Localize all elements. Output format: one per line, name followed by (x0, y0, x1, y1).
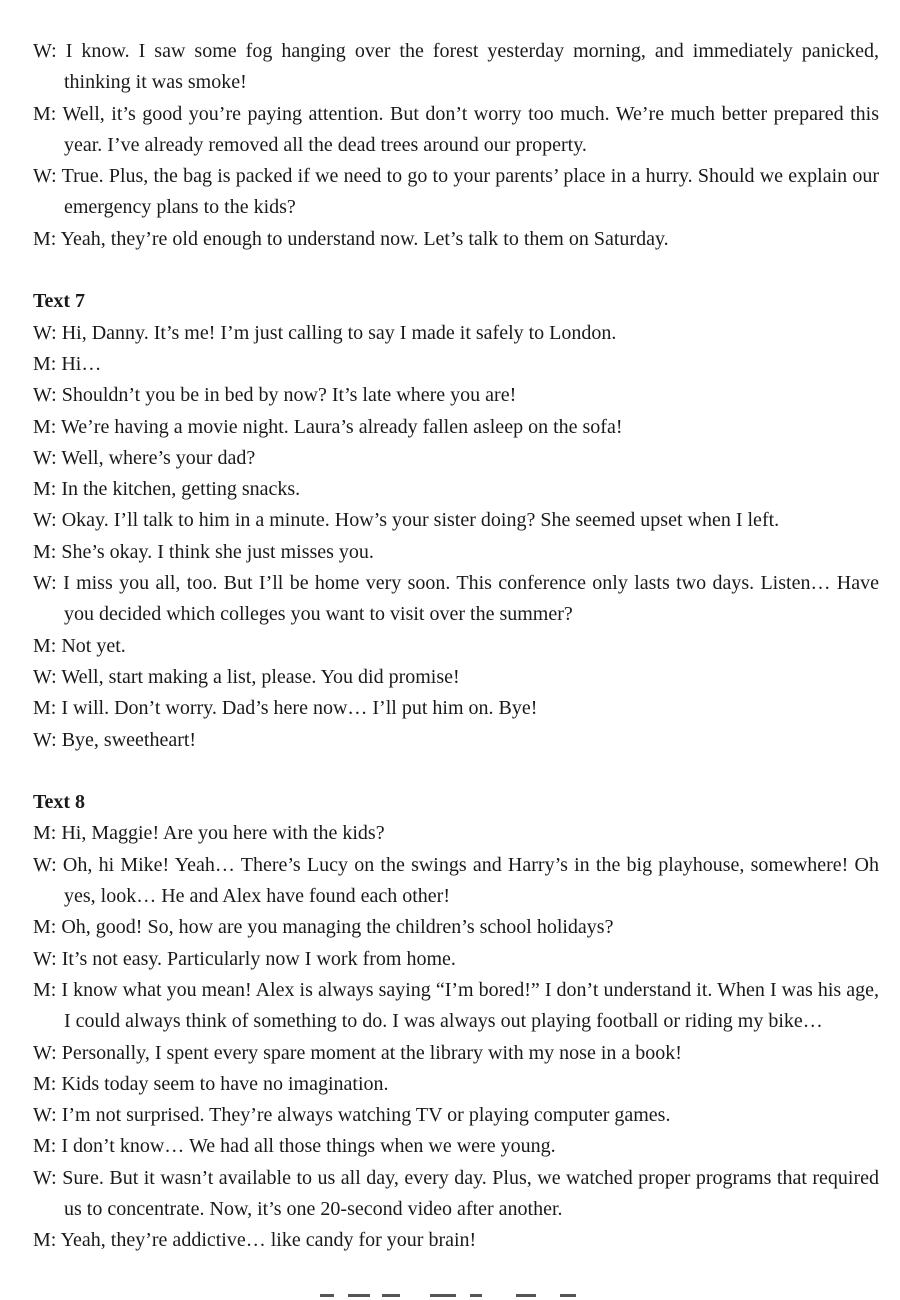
speaker-label: W: (33, 947, 57, 970)
speaker-label: M: (33, 1135, 57, 1158)
speaker-label: M: (33, 1072, 57, 1095)
dialogue-line (33, 349, 879, 380)
line-text: Yeah, they’re old enough to understand now. Let’s talk to them on Saturday. (60, 227, 669, 250)
section-gap (33, 756, 879, 787)
speaker-label: W: (33, 446, 57, 469)
dialogue-line (33, 1131, 879, 1162)
speaker-label: W: (33, 384, 57, 407)
dialogue-line (33, 412, 879, 443)
dialogue-line (33, 505, 879, 536)
line-text: Well, it’s good you’re paying attention. But don’t worry too much. We’re much better prepared this year. I’ve already removed all the dead trees around our property. (62, 102, 879, 156)
line-text: Personally, I spent every spare moment at the library with my nose in a book! (61, 1041, 682, 1064)
dialogue-line (33, 662, 879, 693)
speaker-label: W: (33, 572, 57, 595)
line-text: Hi, Maggie! Are you here with the kids? (61, 822, 385, 845)
speaker-label: M: (33, 540, 57, 563)
dialogue-line (33, 161, 879, 224)
line-text: Oh, good! So, how are you managing the children’s school holidays? (61, 916, 614, 939)
line-text: We’re having a movie night. Laura’s already fallen asleep on the sofa! (60, 415, 623, 438)
line-text: I miss you all, too. But I’ll be home very soon. This conference only lasts two days. Listen… Have you decided which colleges you want to visit over the summer? (63, 572, 880, 626)
line-text: In the kitchen, getting snacks. (61, 478, 301, 501)
speaker-label: W: (33, 40, 57, 62)
section-title: Text 8 (33, 791, 86, 814)
line-text: Kids today seem to have no imagination. (61, 1072, 389, 1095)
line-text: She’s okay. I think she just misses you. (61, 540, 374, 563)
speaker-label: W: (33, 321, 57, 344)
line-text: Okay. I’ll talk to him in a minute. How’s your sister doing? She seemed upset when I left. (61, 509, 780, 532)
text7-section (33, 286, 879, 755)
speaker-label: M: (33, 478, 57, 501)
speaker-label: M: (33, 102, 57, 125)
line-text: Shouldn’t you be in bed by now? It’s late where you are! (61, 384, 517, 407)
text8-section (33, 787, 879, 1256)
speaker-label: M: (33, 822, 57, 845)
dialogue-line (33, 1069, 879, 1100)
speaker-label: W: (33, 665, 57, 688)
line-text: I will. Don’t worry. Dad’s here now… I’ll put him on. Bye! (61, 697, 538, 720)
speaker-label: W: (33, 728, 57, 751)
intro-dialogue (33, 36, 879, 255)
line-text: I know. I saw some fog hanging over the forest yesterday morning, and immediately panicked, thinking it was smoke! (64, 40, 879, 94)
dialogue-line (33, 474, 879, 505)
dialogue-line (33, 224, 879, 255)
speaker-label: M: (33, 415, 57, 438)
dialogue-line (33, 850, 879, 913)
dialogue-line (33, 818, 879, 849)
line-text: Well, where’s your dad? (61, 446, 256, 469)
speaker-label: W: (33, 853, 57, 876)
cut-off-footer-marks (320, 1294, 600, 1300)
dialogue-line (33, 318, 879, 349)
speaker-label: M: (33, 916, 57, 939)
dialogue-line (33, 912, 879, 943)
speaker-label: M: (33, 697, 57, 720)
speaker-label: M: (33, 227, 57, 250)
speaker-label: W: (33, 1166, 57, 1189)
dialogue-line (33, 443, 879, 474)
dialogue-line (33, 944, 879, 975)
line-text: Not yet. (61, 634, 126, 657)
section-gap (33, 255, 879, 286)
dialogue-line (33, 1163, 879, 1226)
line-text: It’s not easy. Particularly now I work from home. (61, 947, 456, 970)
speaker-label: M: (33, 352, 57, 375)
dialogue-line (33, 568, 879, 631)
dialogue-line (33, 537, 879, 568)
dialogue-line (33, 1225, 879, 1256)
line-text: Well, start making a list, please. You did promise! (61, 665, 460, 688)
line-text: True. Plus, the bag is packed if we need to go to your parents’ place in a hurry. Should we explain our emergency plans to the kids? (61, 165, 879, 219)
line-text: Oh, hi Mike! Yeah… There’s Lucy on the swings and Harry’s in the big playhouse, somewhere! Oh yes, look… He and Alex have found each other! (62, 853, 879, 908)
speaker-label: W: (33, 509, 57, 532)
speaker-label: M: (33, 1229, 57, 1252)
dialogue-line (33, 1038, 879, 1069)
section-title: Text 7 (33, 290, 86, 313)
speaker-label: W: (33, 1041, 57, 1064)
dialogue-line (33, 725, 879, 756)
dialogue-line (33, 693, 879, 724)
line-text: I know what you mean! Alex is always saying “I’m bored!” I don’t understand it. When I was his age, I could always think of something to do. I was always out playing football or riding my bike… (61, 978, 880, 1033)
line-text: Hi… (61, 352, 102, 375)
line-text: Yeah, they’re addictive… like candy for your brain! (60, 1229, 477, 1252)
dialogue-line (33, 36, 879, 99)
line-text: Hi, Danny. It’s me! I’m just calling to say I made it safely to London. (61, 321, 617, 344)
dialogue-line (33, 1100, 879, 1131)
dialogue-line (33, 975, 879, 1038)
line-text: Sure. But it wasn’t available to us all day, every day. Plus, we watched proper programs that required us to concentrate. Now, it’s one 20-second video after another. (62, 1166, 880, 1220)
speaker-label: M: (33, 634, 57, 657)
speaker-label: M: (33, 978, 57, 1001)
speaker-label: W: (33, 165, 57, 188)
speaker-label: W: (33, 1104, 57, 1127)
dialogue-line (33, 99, 879, 162)
dialogue-line (33, 380, 879, 411)
line-text: Bye, sweetheart! (61, 728, 197, 751)
line-text: I don’t know… We had all those things when we were young. (61, 1135, 556, 1158)
line-text: I’m not surprised. They’re always watching TV or playing computer games. (61, 1104, 671, 1127)
dialogue-line (33, 631, 879, 662)
